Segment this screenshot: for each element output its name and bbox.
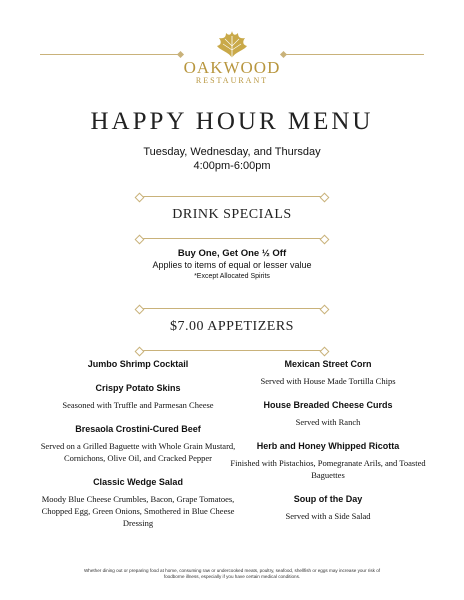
schedule bbox=[0, 145, 464, 173]
drink-note: *Except Allocated Spirits bbox=[194, 273, 270, 280]
banner-rule-top bbox=[136, 196, 328, 197]
item-description: Served on a Grilled Baguette with Whole Grain Mustard, Cornichons, Olive Oil, and Cracked Pepper bbox=[40, 441, 236, 463]
drink-offer: Buy One, Get One ½ Off bbox=[177, 248, 287, 259]
menu-item bbox=[228, 400, 428, 428]
drink-condition: Applies to items of equal or lesser value bbox=[152, 260, 312, 270]
disclaimer-line-1: Whether dining out or preparing food at home, consuming raw or undercooked meats, poultry, seafood, shellfish or eggs may increase your risk of bbox=[83, 568, 381, 573]
appetizers-right-column bbox=[228, 359, 428, 535]
menu-item bbox=[38, 477, 238, 529]
menu-item bbox=[228, 359, 428, 387]
food-safety-disclaimer bbox=[60, 568, 404, 580]
appetizers-left-column bbox=[38, 359, 238, 542]
menu-item bbox=[38, 424, 238, 464]
menu-item bbox=[38, 383, 238, 411]
oak-leaf-icon bbox=[209, 30, 255, 60]
drink-specials-banner bbox=[136, 196, 328, 246]
item-description: Finished with Pistachios, Pomegranate Arils, and Toasted Baguettes bbox=[230, 458, 426, 480]
schedule-hours: 4:00pm-6:00pm bbox=[193, 160, 271, 172]
item-name: Classic Wedge Salad bbox=[93, 477, 183, 487]
appetizers-heading: $7.00 APPETIZERS bbox=[170, 319, 294, 334]
item-name: Soup of the Day bbox=[293, 494, 363, 504]
banner-rule-bottom bbox=[136, 238, 328, 239]
appetizers-banner bbox=[136, 308, 328, 358]
item-name: Jumbo Shrimp Cocktail bbox=[87, 359, 189, 369]
item-name: Crispy Potato Skins bbox=[95, 383, 181, 393]
page-title: HAPPY HOUR MENU bbox=[90, 108, 374, 135]
item-description: Moody Blue Cheese Crumbles, Bacon, Grape Tomatoes, Chopped Egg, Green Onions, Smothered in Blue Cheese Dressing bbox=[41, 494, 235, 528]
brand-subtitle: RESTAURANT bbox=[195, 76, 269, 85]
drink-specials-heading: DRINK SPECIALS bbox=[172, 207, 292, 222]
item-name: Herb and Honey Whipped Ricotta bbox=[256, 441, 400, 451]
banner-rule-top bbox=[136, 308, 328, 309]
disclaimer-line-2: foodborne illness, especially if you have certain medical conditions. bbox=[163, 574, 301, 579]
schedule-days: Tuesday, Wednesday, and Thursday bbox=[143, 146, 321, 158]
item-name: Mexican Street Corn bbox=[284, 359, 372, 369]
item-description: Served with House Made Tortilla Chips bbox=[260, 376, 396, 386]
item-description: Served with a Side Salad bbox=[285, 511, 371, 521]
brand-name: OAKWOOD bbox=[183, 58, 281, 77]
menu-item bbox=[228, 441, 428, 481]
menu-item bbox=[228, 494, 428, 522]
banner-rule-bottom bbox=[136, 350, 328, 351]
item-name: Bresaola Crostini-Cured Beef bbox=[75, 424, 201, 434]
item-description: Seasoned with Truffle and Parmesan Cheese bbox=[62, 400, 214, 410]
menu-item bbox=[38, 359, 238, 370]
item-description: Served with Ranch bbox=[295, 417, 361, 427]
item-name: House Breaded Cheese Curds bbox=[263, 400, 393, 410]
